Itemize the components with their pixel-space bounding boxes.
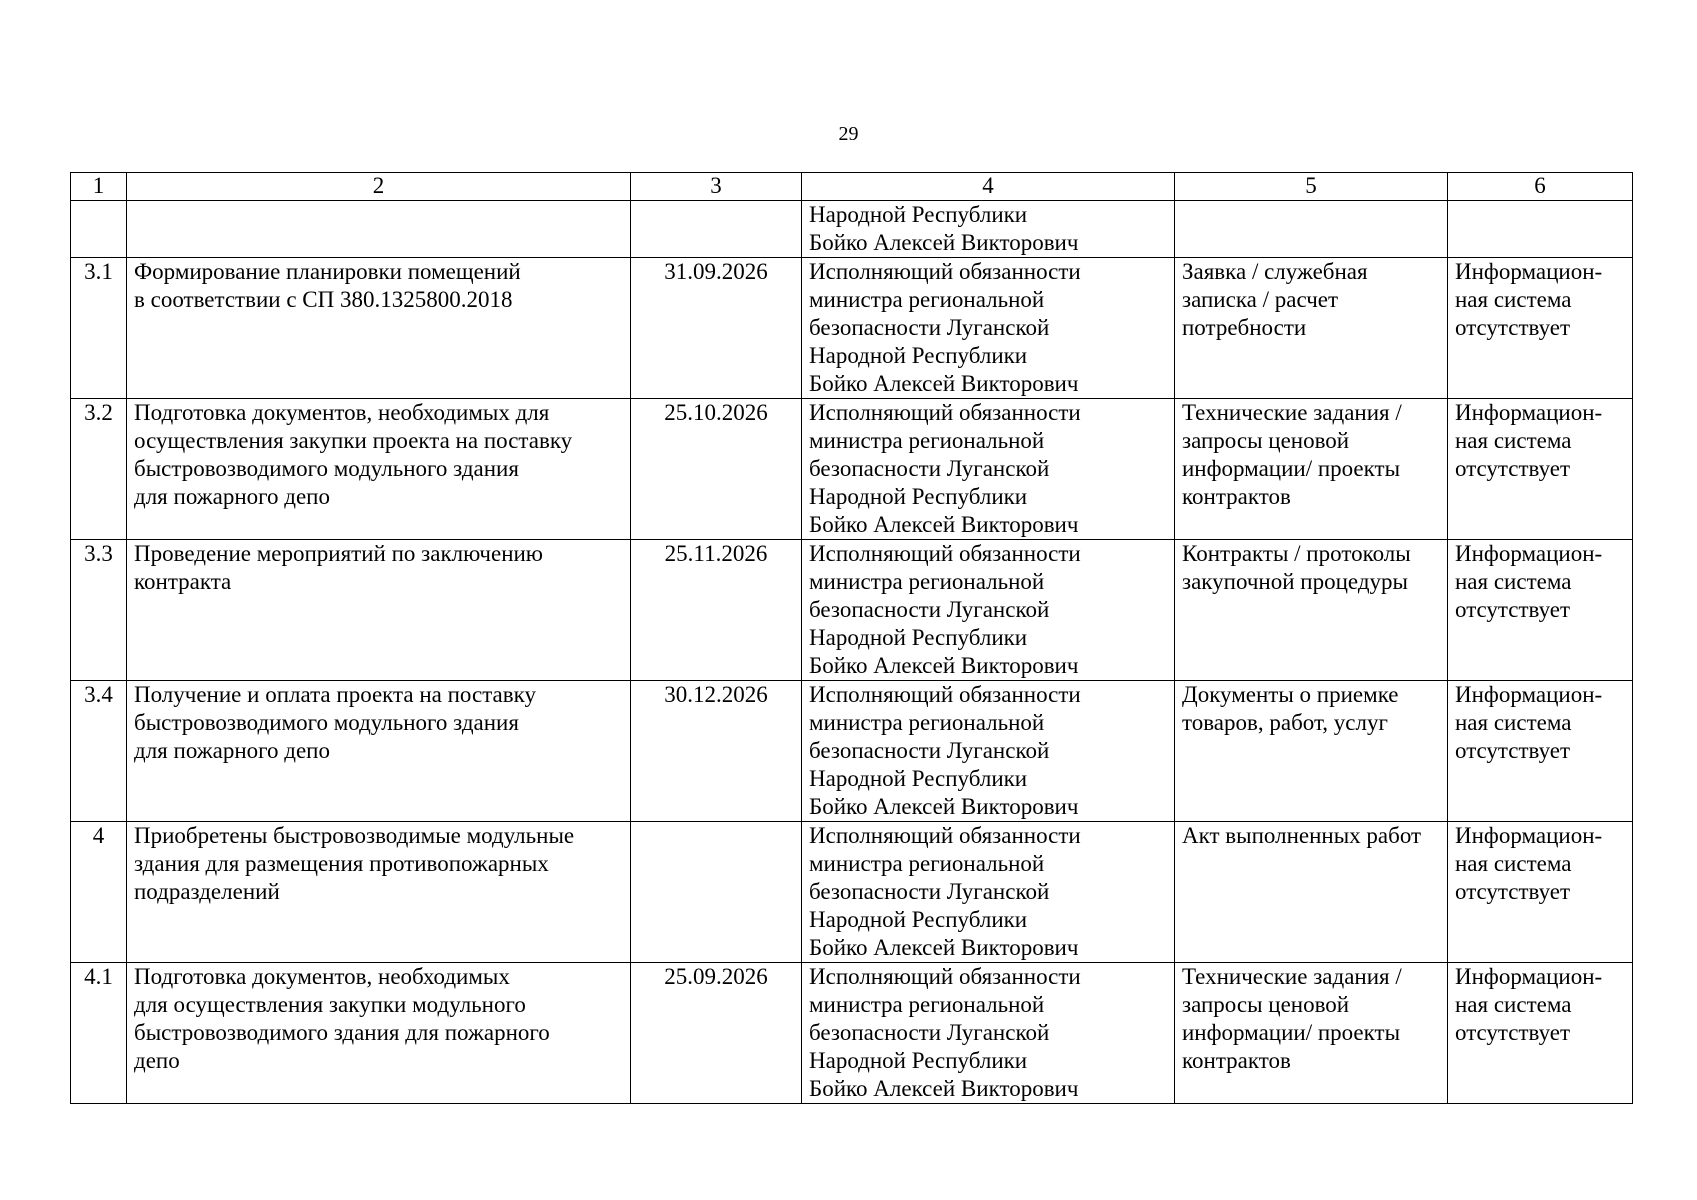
table-row bbox=[71, 681, 1633, 822]
cell-date: 25.10.2026 bbox=[631, 399, 802, 540]
column-header: 1 bbox=[71, 173, 127, 201]
table-row bbox=[71, 399, 1633, 540]
table-row bbox=[71, 822, 1633, 963]
cell-document bbox=[1175, 201, 1448, 258]
cell-system: Информацион- ная система отсутствует bbox=[1448, 399, 1633, 540]
cell-system: Информацион- ная система отсутствует bbox=[1448, 963, 1633, 1104]
table-row bbox=[71, 258, 1633, 399]
cell-date: 31.09.2026 bbox=[631, 258, 802, 399]
cell-task: Получение и оплата проекта на поставку быстровозводимого модульного здания для пожарного депо bbox=[127, 681, 631, 822]
column-header: 6 bbox=[1448, 173, 1633, 201]
cell-system: Информацион- ная система отсутствует bbox=[1448, 258, 1633, 399]
cell-document: Технические задания / запросы ценовой информации/ проекты контрактов bbox=[1175, 399, 1448, 540]
cell-responsible: Исполняющий обязанности министра региональной безопасности Луганской Народной Республики Бойко Алексей Викторович bbox=[802, 258, 1175, 399]
column-header: 2 bbox=[127, 173, 631, 201]
plan-table bbox=[70, 172, 1633, 1104]
cell-date: 30.12.2026 bbox=[631, 681, 802, 822]
cell-number: 3.3 bbox=[71, 540, 127, 681]
cell-document: Контракты / протоколы закупочной процедуры bbox=[1175, 540, 1448, 681]
cell-document: Документы о приемке товаров, работ, услуг bbox=[1175, 681, 1448, 822]
cell-responsible: Народной Республики Бойко Алексей Викторович bbox=[802, 201, 1175, 258]
cell-number: 3.4 bbox=[71, 681, 127, 822]
cell-responsible: Исполняющий обязанности министра региональной безопасности Луганской Народной Республики Бойко Алексей Викторович bbox=[802, 822, 1175, 963]
cell-document: Технические задания / запросы ценовой информации/ проекты контрактов bbox=[1175, 963, 1448, 1104]
page-number: 29 bbox=[838, 123, 859, 145]
column-header: 4 bbox=[802, 173, 1175, 201]
cell-task: Подготовка документов, необходимых для осуществления закупки модульного быстровозводимого здания для пожарного депо bbox=[127, 963, 631, 1104]
cell-task: Подготовка документов, необходимых для осуществления закупки проекта на поставку быстровозводимого модульного здания для пожарного депо bbox=[127, 399, 631, 540]
cell-responsible: Исполняющий обязанности министра региональной безопасности Луганской Народной Республики Бойко Алексей Викторович bbox=[802, 540, 1175, 681]
cell-date: 25.11.2026 bbox=[631, 540, 802, 681]
cell-responsible: Исполняющий обязанности министра региональной безопасности Луганской Народной Республики Бойко Алексей Викторович bbox=[802, 963, 1175, 1104]
cell-number: 4.1 bbox=[71, 963, 127, 1104]
table-row bbox=[71, 540, 1633, 681]
cell-task bbox=[127, 201, 631, 258]
cell-task: Приобретены быстровозводимые модульные здания для размещения противопожарных подразделений bbox=[127, 822, 631, 963]
cell-system: Информацион- ная система отсутствует bbox=[1448, 540, 1633, 681]
cell-date bbox=[631, 201, 802, 258]
cell-system: Информацион- ная система отсутствует bbox=[1448, 822, 1633, 963]
cell-task: Проведение мероприятий по заключению контракта bbox=[127, 540, 631, 681]
cell-responsible: Исполняющий обязанности министра региональной безопасности Луганской Народной Республики Бойко Алексей Викторович bbox=[802, 681, 1175, 822]
cell-number: 3.1 bbox=[71, 258, 127, 399]
table-header-row bbox=[71, 173, 1633, 201]
cell-number: 3.2 bbox=[71, 399, 127, 540]
cell-date: 25.09.2026 bbox=[631, 963, 802, 1104]
cell-system bbox=[1448, 201, 1633, 258]
cell-task: Формирование планировки помещений в соответствии с СП 380.1325800.2018 bbox=[127, 258, 631, 399]
column-header: 3 bbox=[631, 173, 802, 201]
cell-document: Акт выполненных работ bbox=[1175, 822, 1448, 963]
cell-responsible: Исполняющий обязанности министра региональной безопасности Луганской Народной Республики Бойко Алексей Викторович bbox=[802, 399, 1175, 540]
cell-document: Заявка / служебная записка / расчет потребности bbox=[1175, 258, 1448, 399]
cell-number bbox=[71, 201, 127, 258]
table-row bbox=[71, 963, 1633, 1104]
column-header: 5 bbox=[1175, 173, 1448, 201]
cell-system: Информацион- ная система отсутствует bbox=[1448, 681, 1633, 822]
table-row-continuation bbox=[71, 201, 1633, 258]
cell-date bbox=[631, 822, 802, 963]
cell-number: 4 bbox=[71, 822, 127, 963]
